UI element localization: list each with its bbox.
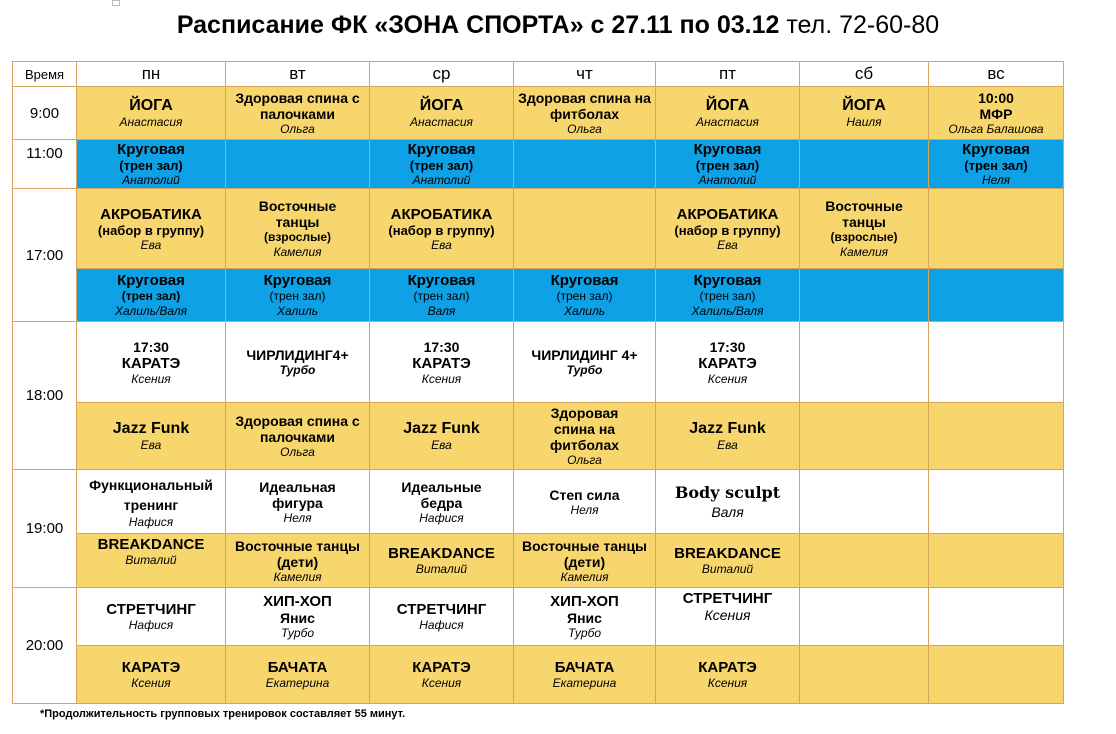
- empty-cell: [800, 534, 929, 588]
- class-name: Jazz Funk: [403, 420, 480, 437]
- trainer-name: Ксения: [421, 371, 462, 386]
- trainer-name: Ксения: [707, 371, 748, 386]
- trainer-name: Ева: [140, 237, 162, 252]
- class-subname: Янис: [567, 610, 602, 626]
- class-cell: [656, 189, 800, 269]
- class-cell: [370, 140, 514, 189]
- trainer-name: Ольга: [567, 122, 602, 136]
- room-label: (трен зал): [409, 158, 474, 173]
- class-name: КАРАТЭ: [698, 659, 757, 676]
- row-1100: [13, 140, 1064, 189]
- class-cell: [77, 646, 226, 704]
- class-cell: [656, 646, 800, 704]
- row-2000b: [13, 646, 1064, 704]
- class-cell: [370, 269, 514, 322]
- class-cell: [514, 87, 656, 140]
- room-label: (трен зал): [121, 289, 181, 303]
- class-name: Идеальная фигура: [259, 478, 336, 511]
- class-name: Круговая: [693, 272, 762, 289]
- class-cell: [656, 470, 800, 534]
- class-time: 10:00: [978, 90, 1014, 106]
- room-label: (трен зал): [119, 158, 183, 173]
- room-label: (трен зал): [695, 158, 760, 173]
- class-cell: [226, 588, 370, 646]
- trainer-name: Халиль: [563, 304, 606, 318]
- class-note: (набор в группу): [97, 222, 205, 238]
- class-name: Здоровая спина с палочками: [235, 413, 360, 445]
- class-cell: [514, 269, 656, 322]
- empty-cell: [929, 189, 1064, 269]
- class-cell: [656, 588, 800, 646]
- day-header-sun: вс: [929, 62, 1064, 87]
- class-name: Круговая: [263, 272, 332, 289]
- trainer-name: Турбо: [279, 363, 316, 377]
- row-2000a: [13, 588, 1064, 646]
- class-name: СТРЕТЧИНГ: [682, 590, 773, 607]
- trainer-name: Ева: [140, 438, 162, 452]
- class-cell: [800, 87, 929, 140]
- trainer-name: Виталий: [415, 562, 468, 576]
- trainer-name: Ксения: [131, 371, 171, 386]
- class-name: Круговая: [550, 272, 619, 289]
- class-name: ЙОГА: [705, 97, 750, 114]
- class-cell: [77, 140, 226, 189]
- trainer-name: Ольга Балашова: [948, 122, 1044, 136]
- empty-cell: [800, 403, 929, 470]
- page-title: [0, 8, 1116, 42]
- room-label: (трен зал): [413, 289, 470, 303]
- class-note: (набор в группу): [674, 222, 781, 238]
- class-cell: [370, 189, 514, 269]
- day-header-wed: ср: [370, 62, 514, 87]
- class-time: 17:30: [423, 338, 460, 355]
- time-label: 17:00: [13, 189, 77, 322]
- class-name: Jazz Funk: [112, 420, 190, 437]
- class-name: Здоровая спина на фитболах: [518, 90, 651, 122]
- class-name: СТРЕТЧИНГ: [106, 601, 196, 618]
- trainer-name: Анастасия: [119, 115, 183, 129]
- empty-cell: [929, 269, 1064, 322]
- class-name: Jazz Funk: [689, 420, 766, 437]
- trainer-name: Ольга: [567, 453, 602, 467]
- class-cell: [656, 534, 800, 588]
- day-header-fri: пт: [656, 62, 800, 87]
- class-cell: [77, 269, 226, 322]
- class-cell: [656, 140, 800, 189]
- empty-cell: [800, 588, 929, 646]
- trainer-name: Камелия: [839, 245, 889, 259]
- class-cell: [370, 470, 514, 534]
- row-1900a: [13, 470, 1064, 534]
- class-name: ЙОГА: [129, 97, 173, 114]
- trainer-name: Ольга: [280, 122, 315, 136]
- class-name: МФР: [979, 106, 1013, 122]
- class-cell: [226, 470, 370, 534]
- trainer-name: Халиль/Валя: [114, 304, 188, 318]
- trainer-name: Турбо: [567, 626, 602, 640]
- class-note: (взрослые): [263, 230, 332, 244]
- class-name: Степ сила: [549, 486, 620, 503]
- empty-cell: [800, 269, 929, 322]
- class-cell: [929, 87, 1064, 140]
- class-cell: [370, 534, 514, 588]
- trainer-name: Анастасия: [410, 115, 473, 129]
- trainer-name: Ева: [431, 438, 452, 452]
- class-time: 17:30: [133, 338, 169, 355]
- trainer-name: Турбо: [566, 363, 603, 377]
- trainer-name: Камелия: [273, 245, 322, 259]
- class-name: КАРАТЭ: [121, 354, 181, 372]
- class-name: Body sculpt: [674, 483, 781, 502]
- room-label: (трен зал): [556, 289, 613, 303]
- checkbox-icon: [112, 0, 120, 6]
- class-name: Круговая: [693, 141, 762, 158]
- time-label: 18:00: [13, 322, 77, 470]
- class-cell: [226, 646, 370, 704]
- class-name: BREAKDANCE: [97, 536, 205, 553]
- trainer-name: Ксения: [421, 676, 462, 690]
- class-name: АКРОБАТИКА: [676, 205, 779, 223]
- trainer-name: Нафися: [419, 618, 464, 632]
- class-cell: [226, 403, 370, 470]
- trainer-name: Ксения: [704, 607, 751, 623]
- trainer-name: Анастасия: [696, 115, 759, 129]
- trainer-name: Ксения: [131, 676, 171, 690]
- class-name: Идеальные бедра: [401, 478, 482, 511]
- class-cell: [370, 646, 514, 704]
- class-cell: [514, 646, 656, 704]
- trainer-name: Анатолий: [122, 173, 180, 187]
- row-1900b: [13, 534, 1064, 588]
- row-1800b: [13, 403, 1064, 470]
- class-name: Здоровая спина с палочками: [235, 90, 360, 122]
- class-cell: [226, 189, 370, 269]
- trainer-name: Неля: [981, 173, 1011, 187]
- class-cell: [514, 322, 656, 403]
- empty-cell: [514, 140, 656, 189]
- schedule-table: [12, 61, 1064, 704]
- room-label: (трен зал): [964, 158, 1028, 173]
- row-1700a: [13, 189, 1064, 269]
- time-label: 20:00: [13, 588, 77, 704]
- class-name: КАРАТЭ: [121, 659, 181, 676]
- trainer-name: Виталий: [125, 553, 177, 567]
- trainer-name: Нафися: [128, 514, 174, 529]
- class-name: АКРОБАТИКА: [100, 205, 202, 223]
- footnote: *Продолжительность групповых тренировок составляет 55 минут.: [40, 708, 406, 720]
- class-cell: [77, 588, 226, 646]
- class-name: Круговая: [407, 272, 476, 289]
- class-name: БАЧАТА: [267, 659, 328, 676]
- trainer-name: Ксения: [707, 676, 748, 690]
- trainer-name: Турбо: [280, 626, 315, 640]
- class-cell: [514, 534, 656, 588]
- class-cell: [370, 322, 514, 403]
- class-cell: [77, 470, 226, 534]
- class-name: BREAKDANCE: [388, 545, 495, 562]
- trainer-name: Камелия: [560, 569, 609, 584]
- row-0900: [13, 87, 1064, 140]
- class-name: Круговая: [117, 272, 185, 289]
- class-name: КАРАТЭ: [698, 354, 757, 372]
- class-cell: [656, 269, 800, 322]
- class-cell: [226, 534, 370, 588]
- class-name: ЙОГА: [419, 97, 464, 114]
- empty-cell: [929, 470, 1064, 534]
- empty-cell: [226, 140, 370, 189]
- time-label: 9:00: [13, 87, 77, 140]
- trainer-name: Валя: [711, 504, 744, 520]
- phone-number: тел. 72-60-80: [786, 11, 940, 39]
- trainer-name: Неля: [570, 502, 599, 517]
- class-name: КАРАТЭ: [412, 659, 471, 676]
- day-header-tue: вт: [226, 62, 370, 87]
- class-cell: [514, 588, 656, 646]
- day-header-sat: сб: [800, 62, 929, 87]
- day-header-mon: пн: [77, 62, 226, 87]
- header-row: [13, 62, 1064, 87]
- empty-cell: [800, 322, 929, 403]
- class-name: ЧИРЛИДИНГ4+: [246, 347, 349, 363]
- time-label: 19:00: [13, 470, 77, 588]
- class-cell: [929, 140, 1064, 189]
- class-cell: [370, 588, 514, 646]
- trainer-name: Ева: [717, 438, 738, 452]
- trainer-name: Наиля: [846, 115, 882, 129]
- class-name: Здоровая спина на фитболах: [549, 405, 620, 453]
- class-name: ЙОГА: [842, 97, 886, 114]
- class-cell: [77, 87, 226, 140]
- empty-cell: [929, 403, 1064, 470]
- class-name: КАРАТЭ: [412, 354, 471, 372]
- class-cell: [656, 87, 800, 140]
- class-name: Восточные танцы (дети): [521, 537, 647, 570]
- class-name: Функциональный тренинг: [89, 476, 213, 513]
- class-name: Круговая: [962, 141, 1030, 158]
- class-cell: [370, 403, 514, 470]
- trainer-name: Анатолий: [412, 173, 471, 187]
- empty-cell: [800, 140, 929, 189]
- day-header-thu: чт: [514, 62, 656, 87]
- room-label: (трен зал): [699, 289, 756, 303]
- class-name: Круговая: [117, 141, 185, 158]
- class-name: Круговая: [407, 141, 476, 158]
- class-name: Восточные танцы (дети): [234, 537, 360, 570]
- empty-cell: [800, 470, 929, 534]
- class-cell: [226, 322, 370, 403]
- trainer-name: Екатерина: [552, 676, 617, 690]
- class-note: (взрослые): [830, 230, 898, 244]
- class-cell: [226, 269, 370, 322]
- class-name: Восточные танцы: [258, 198, 337, 230]
- empty-cell: [929, 322, 1064, 403]
- class-name: ЧИРЛИДИНГ 4+: [531, 347, 638, 363]
- trainer-name: Ольга: [280, 445, 315, 459]
- class-note: (набор в группу): [388, 222, 495, 238]
- class-name: БАЧАТА: [554, 659, 615, 676]
- trainer-name: Валя: [427, 304, 456, 318]
- class-name: ХИП-ХОП: [550, 593, 619, 610]
- trainer-name: Анатолий: [698, 173, 757, 187]
- class-name: ХИП-ХОП: [263, 593, 332, 610]
- time-column-header: Время: [13, 62, 77, 87]
- trainer-name: Халиль: [276, 304, 319, 318]
- class-name: АКРОБАТИКА: [390, 205, 493, 223]
- class-cell: [370, 87, 514, 140]
- empty-cell: [929, 534, 1064, 588]
- row-1700b: [13, 269, 1064, 322]
- trainer-name: Ева: [717, 237, 738, 252]
- room-label: (трен зал): [269, 289, 326, 303]
- trainer-name: Екатерина: [265, 676, 330, 690]
- time-label: 11:00: [13, 140, 77, 189]
- class-cell: [656, 322, 800, 403]
- class-cell: [77, 322, 226, 403]
- class-subname: Янис: [280, 610, 315, 626]
- class-time: 17:30: [709, 338, 746, 355]
- trainer-name: Нафися: [128, 618, 174, 632]
- class-cell: [800, 189, 929, 269]
- class-cell: [226, 87, 370, 140]
- empty-cell: [929, 588, 1064, 646]
- empty-cell: [929, 646, 1064, 704]
- empty-cell: [800, 646, 929, 704]
- row-1800a: [13, 322, 1064, 403]
- trainer-name: Неля: [283, 510, 312, 525]
- class-name: Восточные танцы: [825, 198, 903, 230]
- class-cell: [77, 189, 226, 269]
- class-cell: [77, 403, 226, 470]
- trainer-name: Ева: [431, 237, 452, 252]
- class-name: BREAKDANCE: [674, 545, 781, 562]
- class-cell: [514, 470, 656, 534]
- trainer-name: Нафися: [419, 510, 464, 525]
- class-name: СТРЕТЧИНГ: [396, 601, 487, 618]
- class-cell: [77, 534, 226, 588]
- empty-cell: [514, 189, 656, 269]
- trainer-name: Виталий: [701, 562, 754, 576]
- title-text: Расписание ФК «ЗОНА СПОРТА» с 27.11 по 03.12: [176, 11, 780, 39]
- class-cell: [656, 403, 800, 470]
- class-cell: [514, 403, 656, 470]
- trainer-name: Халиль/Валя: [691, 304, 764, 318]
- trainer-name: Камелия: [273, 569, 322, 584]
